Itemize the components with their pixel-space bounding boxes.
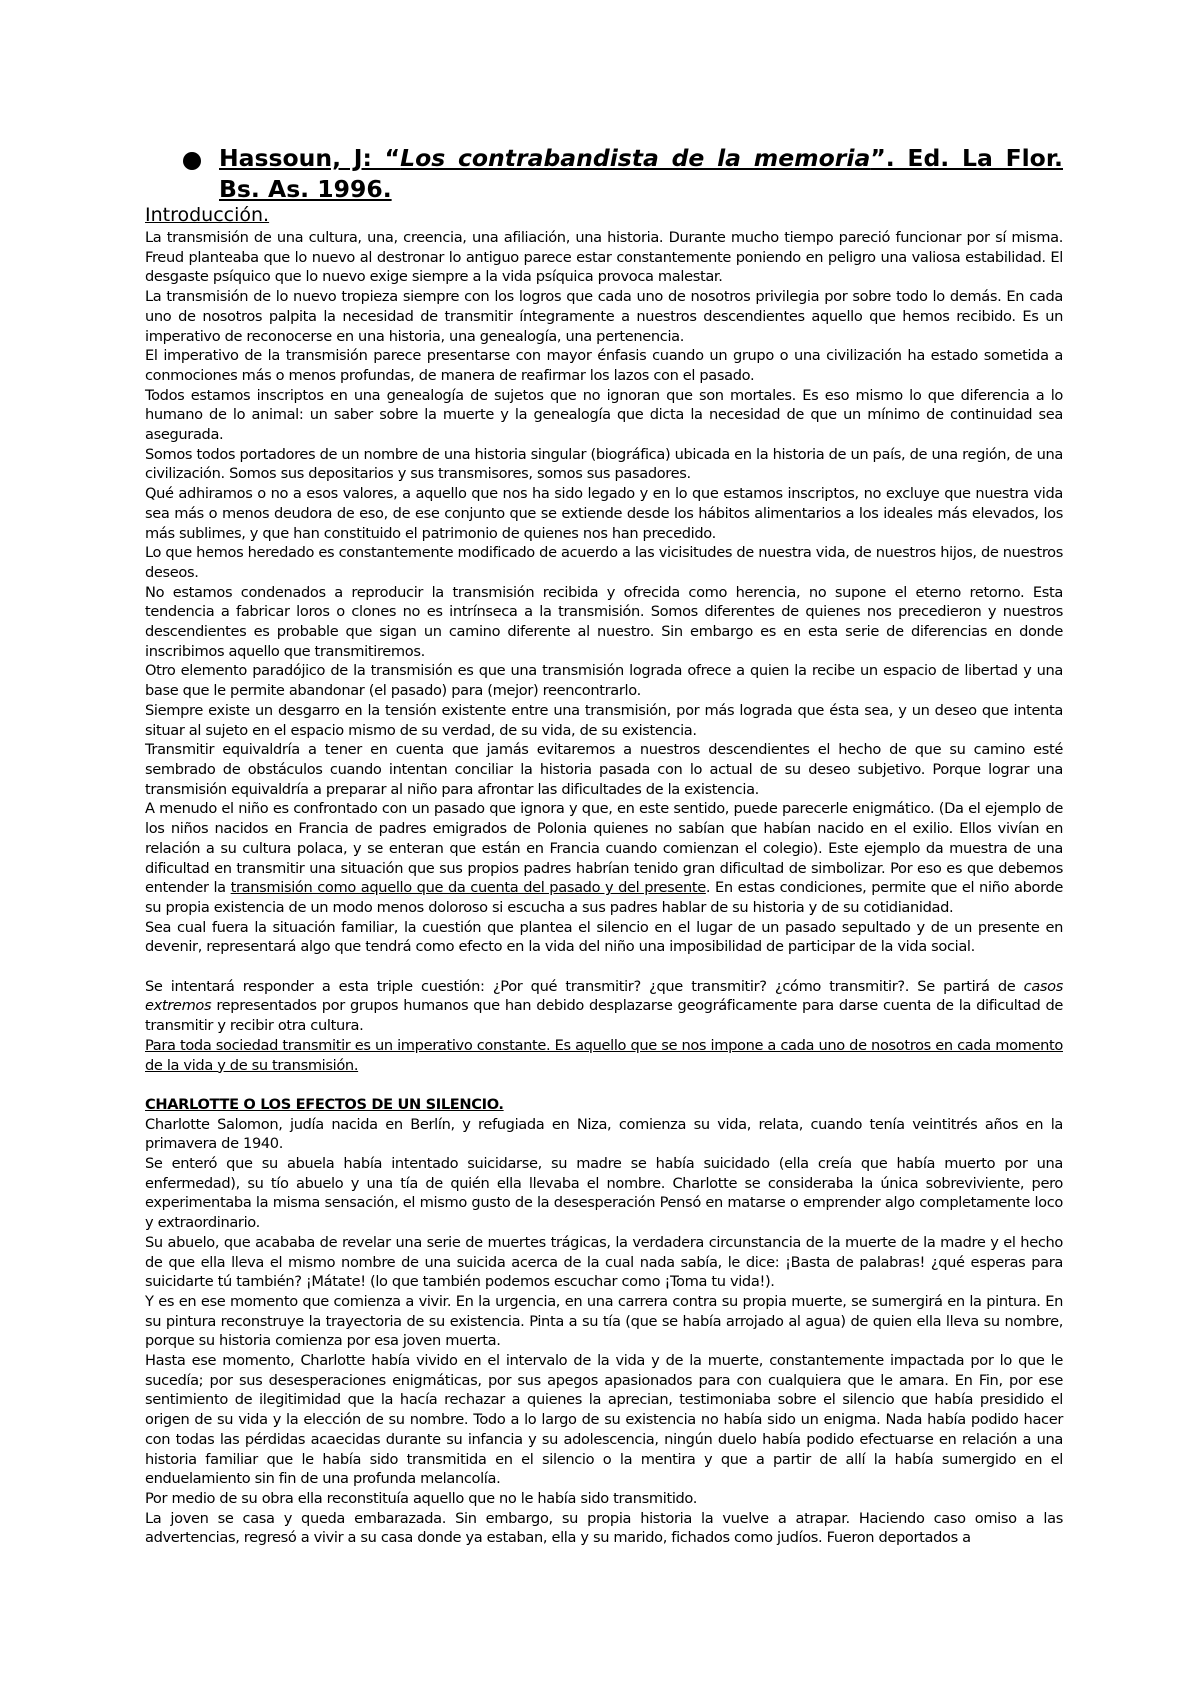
paragraph: La transmisión de lo nuevo tropieza siempre con los logros que cada uno de nosotros privilegia por sobre todo lo demás. En cada uno de nosotros palpita la necesidad de transmitir íntegramente a nuestros descendientes aquello que hemos recibido. Es un imperativo de reconocerse en una historia, una genealogía, una pertenencia. [145,288,1063,345]
intro-heading: Introducción. [145,204,270,226]
paragraph: Su abuelo, que acababa de revelar una serie de muertes trágicas, la verdadera circunstancia de la muerte de la madre y el hecho de que ella lleva el mismo nombre de una suicida acerca de la cual nada sabía, le dice: ¡Basta de palabras! ¿qué esperas para suicidarte tú también? ¡Mátate! (lo que también podemos escuchar como ¡Toma tu vida!). [145,1233,1063,1291]
paragraph: La transmisión de una cultura, una, creencia, una afiliación, una historia. Durante mucho tiempo pareció funcionar por sí misma. Freud planteaba que lo nuevo al destronar lo antiguo parece estar constantemente poniendo en peligro una valiosa estabilidad. El desgaste psíquico que lo nuevo exige siempre a la vida psíquica provoca malestar. [145,229,1063,286]
document-body [145,228,1063,1548]
paragraph: El imperativo de la transmisión parece presentarse con mayor énfasis cuando un grupo o una civilización ha estado sometida a conmociones más o menos profundas, de manera de reafirmar los lazos con el pasado. [145,347,1063,384]
title-work: Los contrabandista de la memoria [400,144,871,172]
citation-title [219,143,1063,205]
paragraph: Todos estamos inscriptos en una genealogía de sujetos que no ignoran que son mortales. Es eso mismo lo que diferencia a lo humano de lo animal: un saber sobre la muerte y la genealogía que dicta la necesidad de que un mínimo de continuidad sea asegurada. [145,386,1063,444]
paragraph: La joven se casa y queda embarazada. Sin embargo, su propia historia la vuelve a atrapar. Haciendo caso omiso a las advertencias, regresó a vivir a su casa donde ya estaban, ella y su marido, fichados como judíos. Fueron deportados a [145,1509,1063,1547]
paragraph: Transmitir equivaldría a tener en cuenta que jamás evitaremos a nuestros descendientes el hecho de que su camino esté sembrado de obstáculos cuando intentan conciliar la historia pasada con lo actual de su deseo subjetivo. Porque lograr una transmisión equivaldría a preparar al niño para afrontar las dificultades de la existencia. [145,741,1063,798]
paragraph: Charlotte Salomon, judía nacida en Berlín, y refugiada en Niza, comienza su vida, relata, cuando tenía veintitrés años en la primavera de 1940. [145,1115,1063,1153]
paragraph: Otro elemento paradójico de la transmisión es que una transmisión lograda ofrece a quien la recibe un espacio de libertad y una base que le permite abandonar (el pasado) para (mejor) reencontrarlo. [145,662,1063,700]
paragraph: Y es en ese momento que comienza a vivir. En la urgencia, en una carrera contra su propia muerte, se sumergirá en la pintura. En su pintura reconstruye la trayectoria de su existencia. Pinta a su tía (que se había arrojado al agua) de quien ella lleva su nombre, porque su historia comienza por esa joven muerta. [145,1292,1063,1350]
blank-line [145,957,1063,977]
paragraph-text: A menudo el niño es confrontado con un pasado que ignora y que, en este sentido, puede parecerle enigmático. (Da el ejemplo de los niños nacidos en Francia de padres emigrados de Polonia quienes no sabían que habían nacido en el exilio. Ellos vivían en relación a su cultura polaca, y se enteran que están en Francia cuando comienzan el colegio). Este ejemplo da muestra de una dificultad en transmitir una situación que sus propios padres habrían tenido gran dificultad de simbolizar. Por eso es que debemos entender la [145,800,1063,897]
paragraph: Somos todos portadores de un nombre de una historia singular (biográfica) ubicada en la historia de un país, de una región, de una civilización. Somos sus depositarios y sus transmisores, somos sus pasadores. [145,445,1063,483]
italic-phrase: casos extremos [145,977,1063,1015]
blank-line [145,1075,1063,1095]
paragraph-text: representados por grupos humanos que han debido desplazarse geográficamente para darse cuenta de la dificultad de transmitir y recibir otra cultura. [145,997,1063,1035]
paragraph-text: Se intentará responder a esta triple cuestión: ¿Por qué transmitir? ¿que transmitir? ¿cómo transmitir?. Se partirá de [145,977,1024,995]
citation-header [145,143,1063,205]
section-heading: CHARLOTTE O LOS EFECTOS DE UN SILENCIO. [145,1095,504,1113]
paragraph: No estamos condenados a reproducir la transmisión recibida y ofrecida como herencia, no supone el eterno retorno. Esta tendencia a fabricar loros o clones no es intrínseca a la transmisión. Somos diferentes de quienes nos precedieron y nuestros descendientes es probable que sigan un camino diferente al nuestro. Sin embargo es en esta serie de diferencias en donde inscribimos aquello que transmitiremos. [145,583,1063,660]
bullet-icon [183,152,201,170]
paragraph: Qué adhiramos o no a esos valores, a aquello que nos ha sido legado y en lo que estamos inscriptos, no excluye que nuestra vida sea más o menos deudora de eso, de ese conjunto que se extiende desde los hábitos alimentarios a los ideales más elevados, los más sublimes, y que han constituido el patrimonio de quienes nos han precedido. [145,485,1063,542]
underlined-paragraph: Para toda sociedad transmitir es un imperativo constante. Es aquello que se nos impone a cada uno de nosotros en cada momento de la vida y de su transmisión. [145,1036,1063,1074]
paragraph: Hasta ese momento, Charlotte había vivido en el intervalo de la vida y de la muerte, constantemente impactada por lo que le sucedía; por sus desesperaciones enigmáticas, por sus apegos apasionados para con cualquiera que le amara. En Fin, por ese sentimiento de ilegitimidad que la hacía rechazar a quienes la aprecian, testimoniaba sobre el silencio que había presidido el origen de su vida y la elección de su nombre. Todo a lo largo de su existencia no había sido un enigma. Nada había podido hacer con todas las pérdidas acaecidas durante su infancia y su adolescencia, ningún duelo había podido efectuarse en relación a una historia familiar que le había sido transmitida en el silencio o la mentira y que a partir de allí la había sumergido en el enduelamiento sin fin de una profunda melancolía. [145,1352,1063,1488]
paragraph: Siempre existe un desgarro en la tensión existente entre una transmisión, por más lograda que ésta sea, y un deseo que intenta situar al sujeto en el espacio mismo de su verdad, de su vida, de su existencia. [145,701,1063,739]
paragraph: Lo que hemos heredado es constantemente modificado de acuerdo a las vicisitudes de nuestra vida, de nuestros hijos, de nuestros deseos. [145,544,1063,581]
title-author: Hassoun, J: “ [219,144,401,172]
paragraph [145,799,1063,917]
paragraph: Por medio de su obra ella reconstituía aquello que no le había sido transmitido. [145,1489,698,1507]
paragraph [145,977,1063,1036]
paragraph-text: . En estas condiciones, permite que el niño aborde su propia existencia de un modo menos doloroso si escucha a sus padres hablar de su historia y de su cotidianidad. [145,879,1064,916]
underlined-phrase: transmisión como aquello que da cuenta del pasado y del presente [230,879,706,897]
paragraph: Se enteró que su abuela había intentado suicidarse, su madre se había suicidado (ella creía que había muerto por una enfermedad), su tío abuelo y una tía de quién ella llevaba el nombre. Charlotte se consideraba la única sobreviviente, pero experimentaba la misma sensación, el mismo gusto de la desesperación Pensó en matarse o emprender algo completamente loco y extraordinario. [145,1155,1063,1232]
title-publication: ”. Ed. La Flor. Bs. As. 1996. [219,144,1063,203]
paragraph: Sea cual fuera la situación familiar, la cuestión que plantea el silencio en el lugar de un pasado sepultado y de un presente en devenir, representará algo que tendrá como efecto en la vida del niño una imposibilidad de participar de la vida social. [145,918,1063,956]
